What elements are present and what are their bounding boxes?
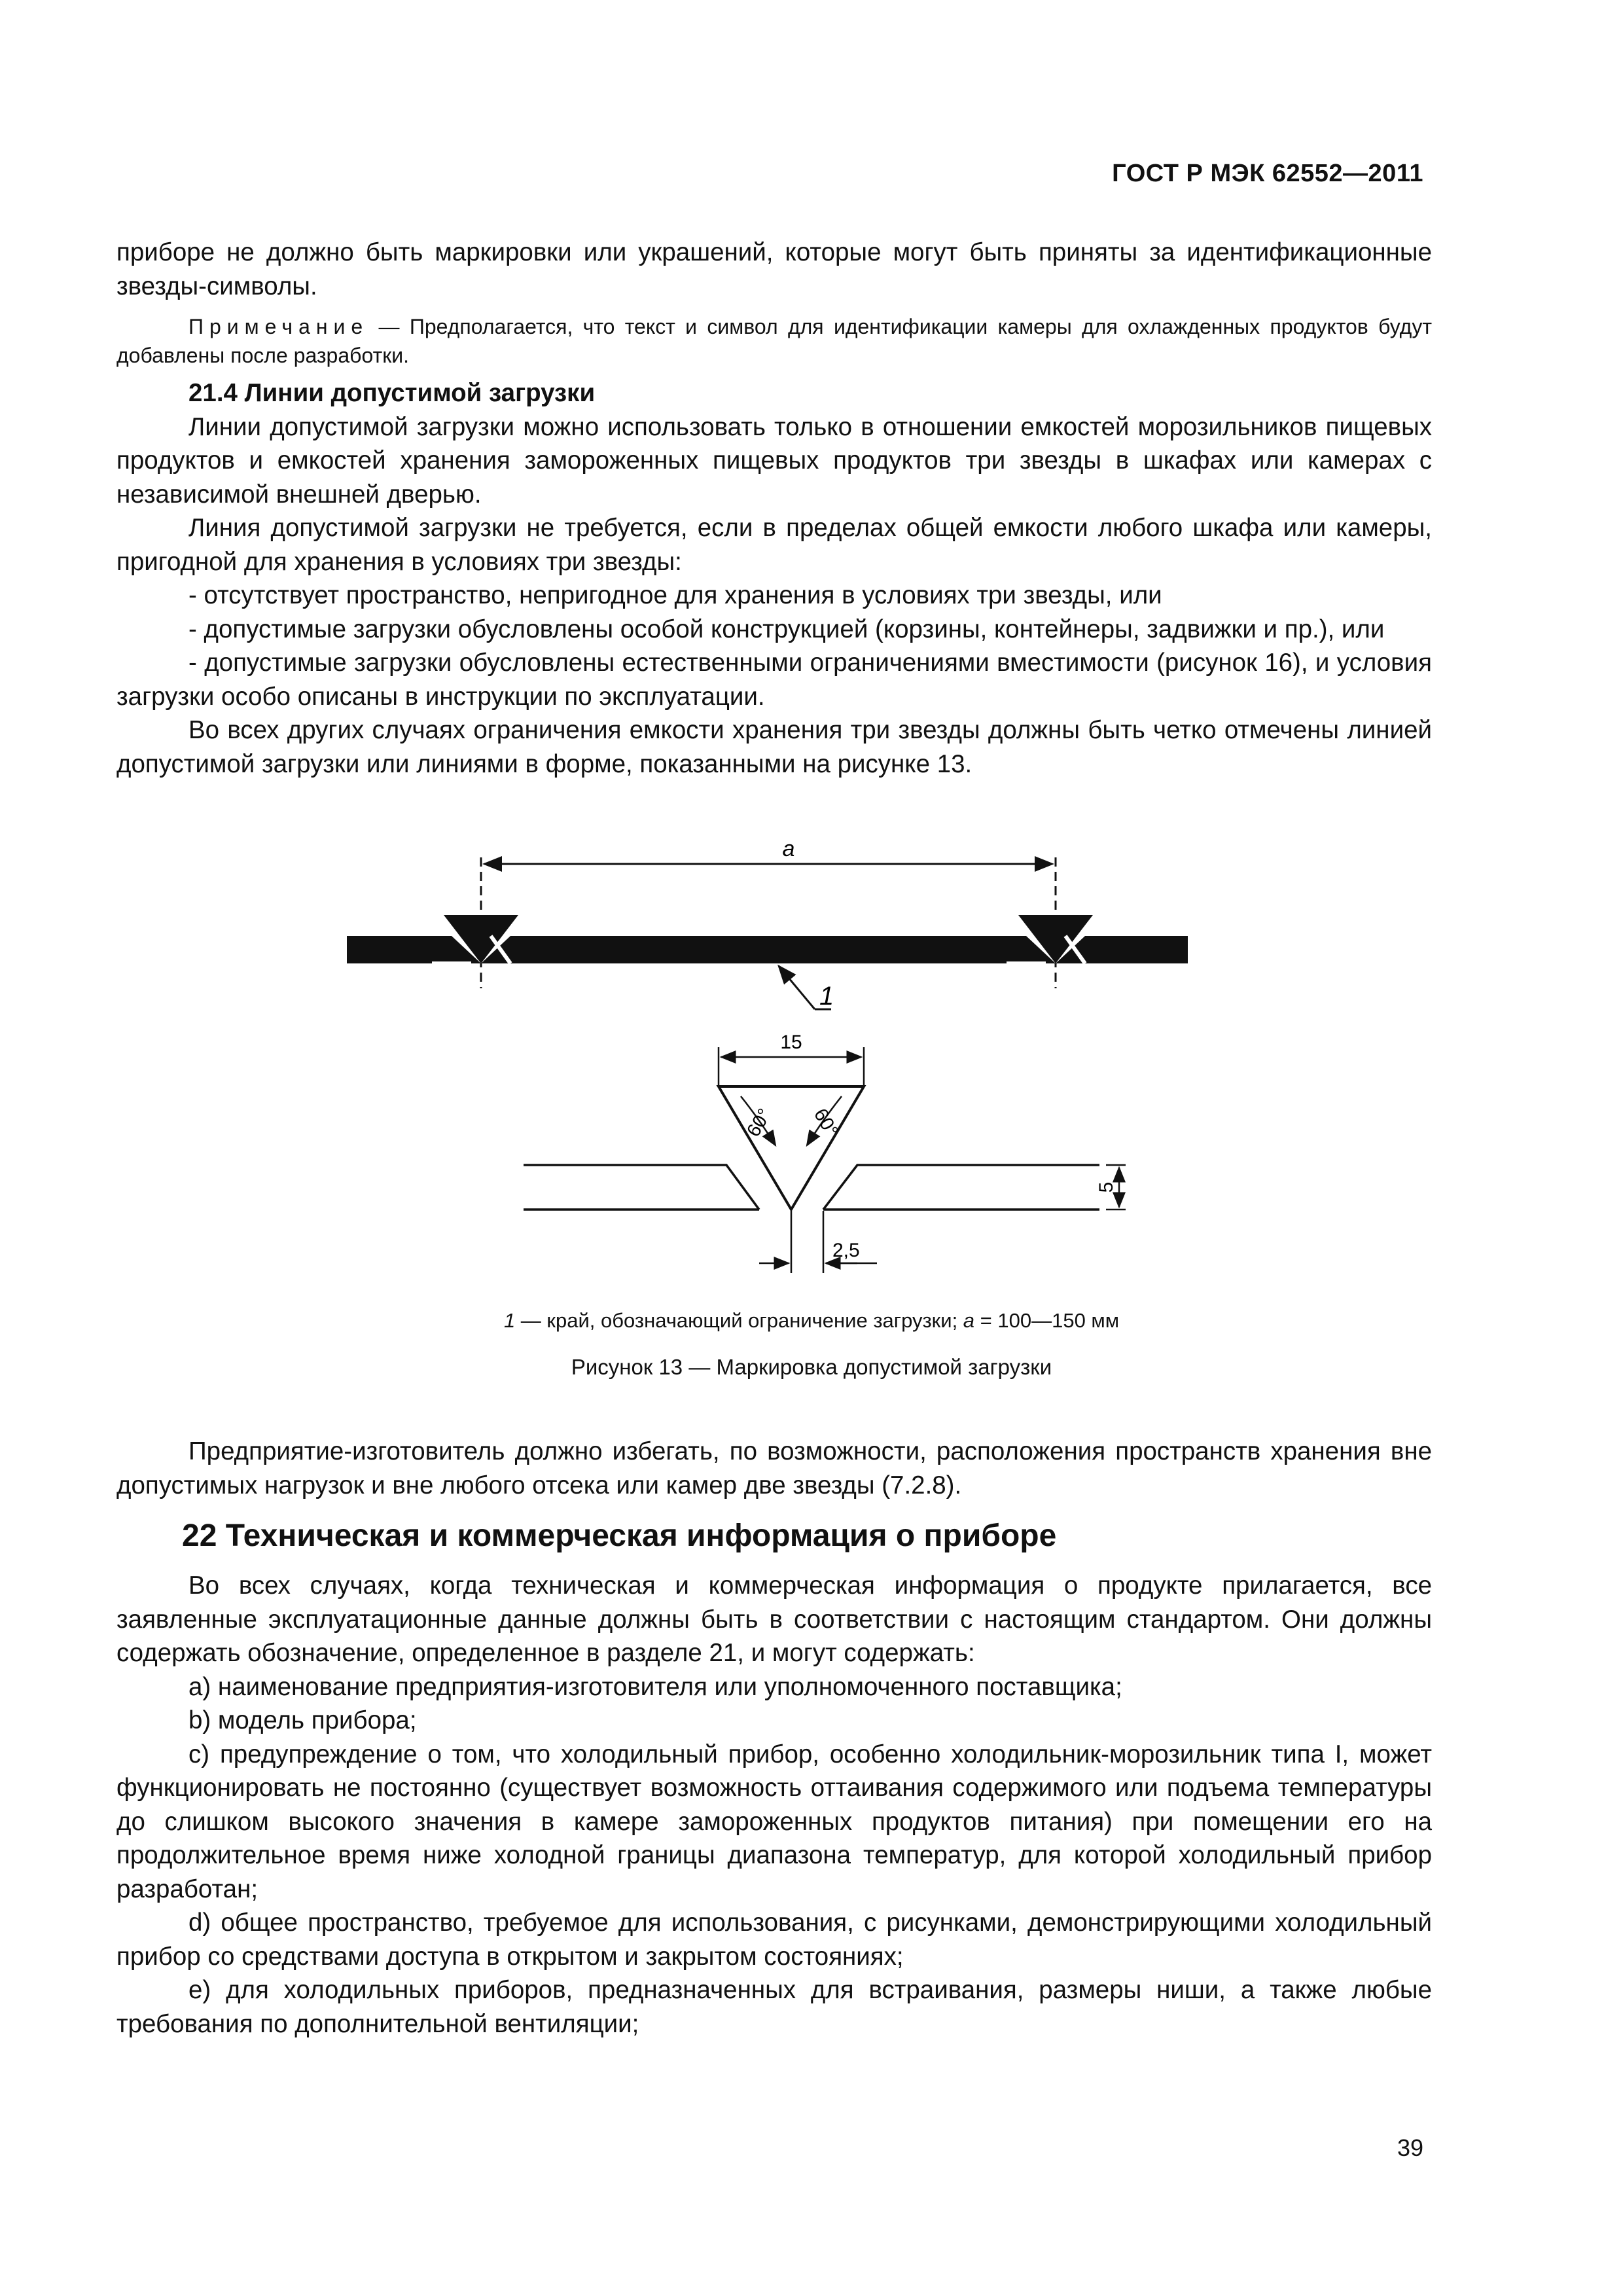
load-line-drawing	[0, 838, 1623, 1309]
page-number: 39	[1397, 2134, 1423, 2161]
dim-a-label: a	[782, 838, 795, 861]
load-line	[347, 915, 1188, 963]
top-paragraph: приборе не должно быть маркировки или украшений, которые могут быть приняты за идентификационные звезды-символы.	[116, 238, 1432, 300]
dimension-2-5	[759, 1211, 877, 1273]
callout-1-label: 1	[819, 982, 834, 1011]
figure-13	[0, 838, 1623, 1427]
section-22-heading: 22 Техническая и коммерческая информация о приборе	[182, 1518, 1057, 1553]
lower-text-block	[116, 1435, 1432, 2041]
dim-15-label: 15	[780, 1031, 802, 1053]
paragraph: Во всех других случаях ограничения емкости хранения три звезды должны быть четко отмечены линией допустимой загрузки или линиями в форме, показанными на рисунке 13.	[116, 716, 1432, 778]
angle-60-right	[807, 1096, 842, 1145]
dimension-5	[1096, 1165, 1126, 1210]
document-header: ГОСТ Р МЭК 62552—2011	[1112, 160, 1423, 187]
note-text: — Предполагается, что текст и символ для идентификации камеры для охлажденных продуктов будут добавлены после разработки.	[116, 315, 1433, 367]
section-21-4-heading: 21.4 Линии допустимой загрузки	[188, 379, 596, 407]
dimension-a	[481, 838, 1056, 988]
legend-a: a	[963, 1309, 975, 1332]
detail-drawing	[524, 1086, 1099, 1210]
list-item: - допустимые загрузки обусловлены особой конструкцией (корзины, контейнеры, задвижки и пр.), или	[188, 615, 1385, 643]
list-item: - допустимые загрузки обусловлены естественными ограничениями вместимости (рисунок 16), и условия загрузки особо описаны в инструкции по эксплуатации.	[116, 649, 1432, 711]
list-item: a) наименование предприятия-изготовителя или уполномоченного поставщика;	[188, 1672, 1122, 1701]
upper-text-block	[116, 236, 1432, 781]
list-item: c) предупреждение о том, что холодильный прибор, особенно холодильник-морозильник типа I, может функционировать не постоянно (существует возможность оттаивания содержимого или подъема температуры до слишком высокого значения в камере замороженных продуктов питания) при помещении его на продолжительное время ниже холодной границы диапазона температур, для которой холодильный прибор разработан;	[116, 1740, 1432, 1903]
paragraph: Линия допустимой загрузки не требуется, если в пределах общей емкости любого шкафа или камеры, пригодной для хранения в условиях три звезды:	[116, 514, 1432, 576]
list-item: - отсутствует пространство, непригодное для хранения в условиях три звезды, или	[188, 581, 1162, 609]
note-label: Примечание	[188, 315, 369, 338]
after-figure-paragraph: Предприятие-изготовитель должно избегать, по возможности, расположения пространств хранения вне допустимых нагрузок и вне любого отсека или камер две звезды (7.2.8).	[116, 1437, 1432, 1499]
angle-right-label: 60°	[809, 1105, 842, 1141]
legend-text-2: = 100—150 мм	[974, 1309, 1120, 1332]
dim-2-5-label: 2,5	[832, 1240, 860, 1261]
angle-left-label: 60°	[743, 1105, 776, 1141]
list-item: b) модель прибора;	[188, 1706, 417, 1734]
figure-caption: Рисунок 13 — Маркировка допустимой загрузки	[571, 1355, 1052, 1379]
paragraph: Линии допустимой загрузки можно использовать только в отношении емкостей морозильников пищевых продуктов и емкостей хранения замороженных пищевых продуктов три звезды в шкафах или камерах с независимой внешней дверью.	[116, 412, 1432, 509]
dim-5-label: 5	[1096, 1181, 1117, 1193]
dimension-15	[719, 1031, 864, 1085]
paragraph: Во всех случаях, когда техническая и коммерческая информация о продукте прилагается, все заявленные эксплуатационные данные должны быть в соответствии с настоящим стандартом. Они должны содержать обозначение, определенное в разделе 21, и могут содержать:	[116, 1571, 1432, 1667]
list-item: e) для холодильных приборов, предназначенных для встраивания, размеры ниши, а также любые требования по дополнительной вентиляции;	[116, 1976, 1432, 2038]
legend-number: 1	[503, 1309, 516, 1332]
list-item: d) общее пространство, требуемое для использования, с рисунками, демонстрирующими холодильный прибор со средствами доступа в открытом и закрытом состояниях;	[116, 1909, 1432, 1971]
legend-text-1: — край, обозначающий ограничение загрузки;	[515, 1309, 963, 1332]
callout-1	[779, 966, 834, 1011]
angle-60-left	[741, 1096, 776, 1145]
figure-legend	[0, 1309, 1623, 1333]
note	[116, 312, 1432, 370]
